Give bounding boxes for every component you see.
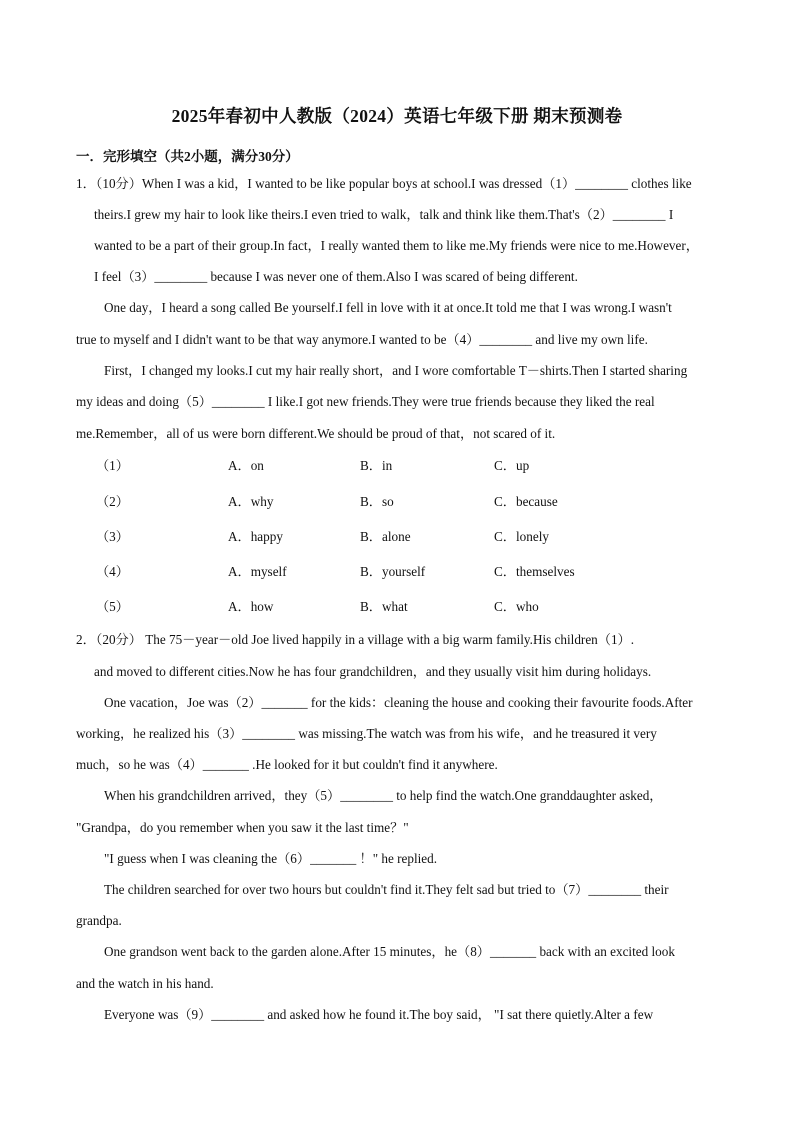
q2-line: and the watch in his hand. xyxy=(76,976,214,991)
page-title: 2025年春初中人教版（2024）英语七年级下册 期末预测卷 xyxy=(171,106,623,126)
option-number: （4） xyxy=(96,564,129,579)
option-number: （2） xyxy=(96,494,129,509)
q1-line: First，I changed my looks.I cut my hair really short，and I wore comfortable T－shirts.Then I started sharing xyxy=(104,363,688,378)
option-a[interactable]: A．how xyxy=(228,599,274,614)
option-number: （5） xyxy=(96,599,129,614)
q1-line: my ideas and doing（5）________ I like.I got new friends.They were true friends because they liked the real xyxy=(76,394,655,409)
q2-line: much，so he was（4）_______ .He looked for it but couldn't find it anywhere. xyxy=(76,757,498,772)
q2-line: working，he realized his（3）________ was missing.The watch was from his wife，and he treasured it very xyxy=(76,726,657,741)
q2-line: One vacation，Joe was（2）_______ for the kids：cleaning the house and cooking their favourite foods.After xyxy=(104,695,693,710)
section-heading: 一．完形填空（共2小题，满分30分） xyxy=(76,149,299,164)
q2-line: "I guess when I was cleaning the（6）_______ ！" he replied. xyxy=(104,851,438,866)
option-c[interactable]: C．because xyxy=(494,494,558,509)
option-a[interactable]: A．on xyxy=(228,458,264,473)
option-a[interactable]: A．why xyxy=(228,494,274,509)
q2-line: and moved to different cities.Now he has four grandchildren，and they usually visit him during holidays. xyxy=(94,664,652,679)
option-b[interactable]: B．alone xyxy=(360,529,411,544)
q2-line: 2．（20分） The 75－year－old Joe lived happily in a village with a big warm family.His children（1）. xyxy=(76,632,635,647)
option-b[interactable]: B．so xyxy=(360,494,394,509)
q1-line: 1．（10分）When I was a kid，I wanted to be like popular boys at school.I was dressed（1）________ clothes like xyxy=(76,176,692,191)
option-b[interactable]: B．in xyxy=(360,458,393,473)
q2-line: One grandson went back to the garden alone.After 15 minutes，he（8）_______ back with an excited look xyxy=(104,944,675,959)
q1-line: me.Remember，all of us were born different.We should be proud of that，not scared of it. xyxy=(76,426,556,441)
option-c[interactable]: C．themselves xyxy=(494,564,575,579)
option-c[interactable]: C．who xyxy=(494,599,539,614)
q2-line: The children searched for over two hours but couldn't find it.They felt sad but tried to（7）________ their xyxy=(104,882,669,897)
q1-line: One day，I heard a song called Be yourself.I fell in love with it at once.It told me that I was wrong.I wasn't xyxy=(104,300,672,315)
option-a[interactable]: A．myself xyxy=(228,564,287,579)
q2-line: grandpa. xyxy=(76,913,122,928)
option-number: （1） xyxy=(96,458,129,473)
q1-line: theirs.I grew my hair to look like theirs.I even tried to walk，talk and think like them.That's（2）________ I xyxy=(94,207,674,222)
q1-line: true to myself and I didn't want to be that way anymore.I wanted to be（4）________ and live my own life. xyxy=(76,332,648,347)
option-a[interactable]: A．happy xyxy=(228,529,283,544)
option-b[interactable]: B．yourself xyxy=(360,564,426,579)
q2-line: Everyone was（9）________ and asked how he found it.The boy said， "I sat there quietly.Alter a few xyxy=(104,1007,654,1022)
option-b[interactable]: B．what xyxy=(360,599,408,614)
q2-line: When his grandchildren arrived，they（5）________ to help find the watch.One granddaughter asked， xyxy=(104,788,663,803)
q1-line: I feel（3）________ because I was never one of them.Also I was scared of being different. xyxy=(94,269,578,284)
q1-line: wanted to be a part of their group.In fact，I really wanted them to like me.My friends were nice to me.However， xyxy=(94,238,699,253)
q2-line: "Grandpa，do you remember when you saw it the last time？" xyxy=(76,820,409,835)
option-c[interactable]: C．up xyxy=(494,458,530,473)
option-number: （3） xyxy=(96,529,129,544)
option-c[interactable]: C．lonely xyxy=(494,529,549,544)
